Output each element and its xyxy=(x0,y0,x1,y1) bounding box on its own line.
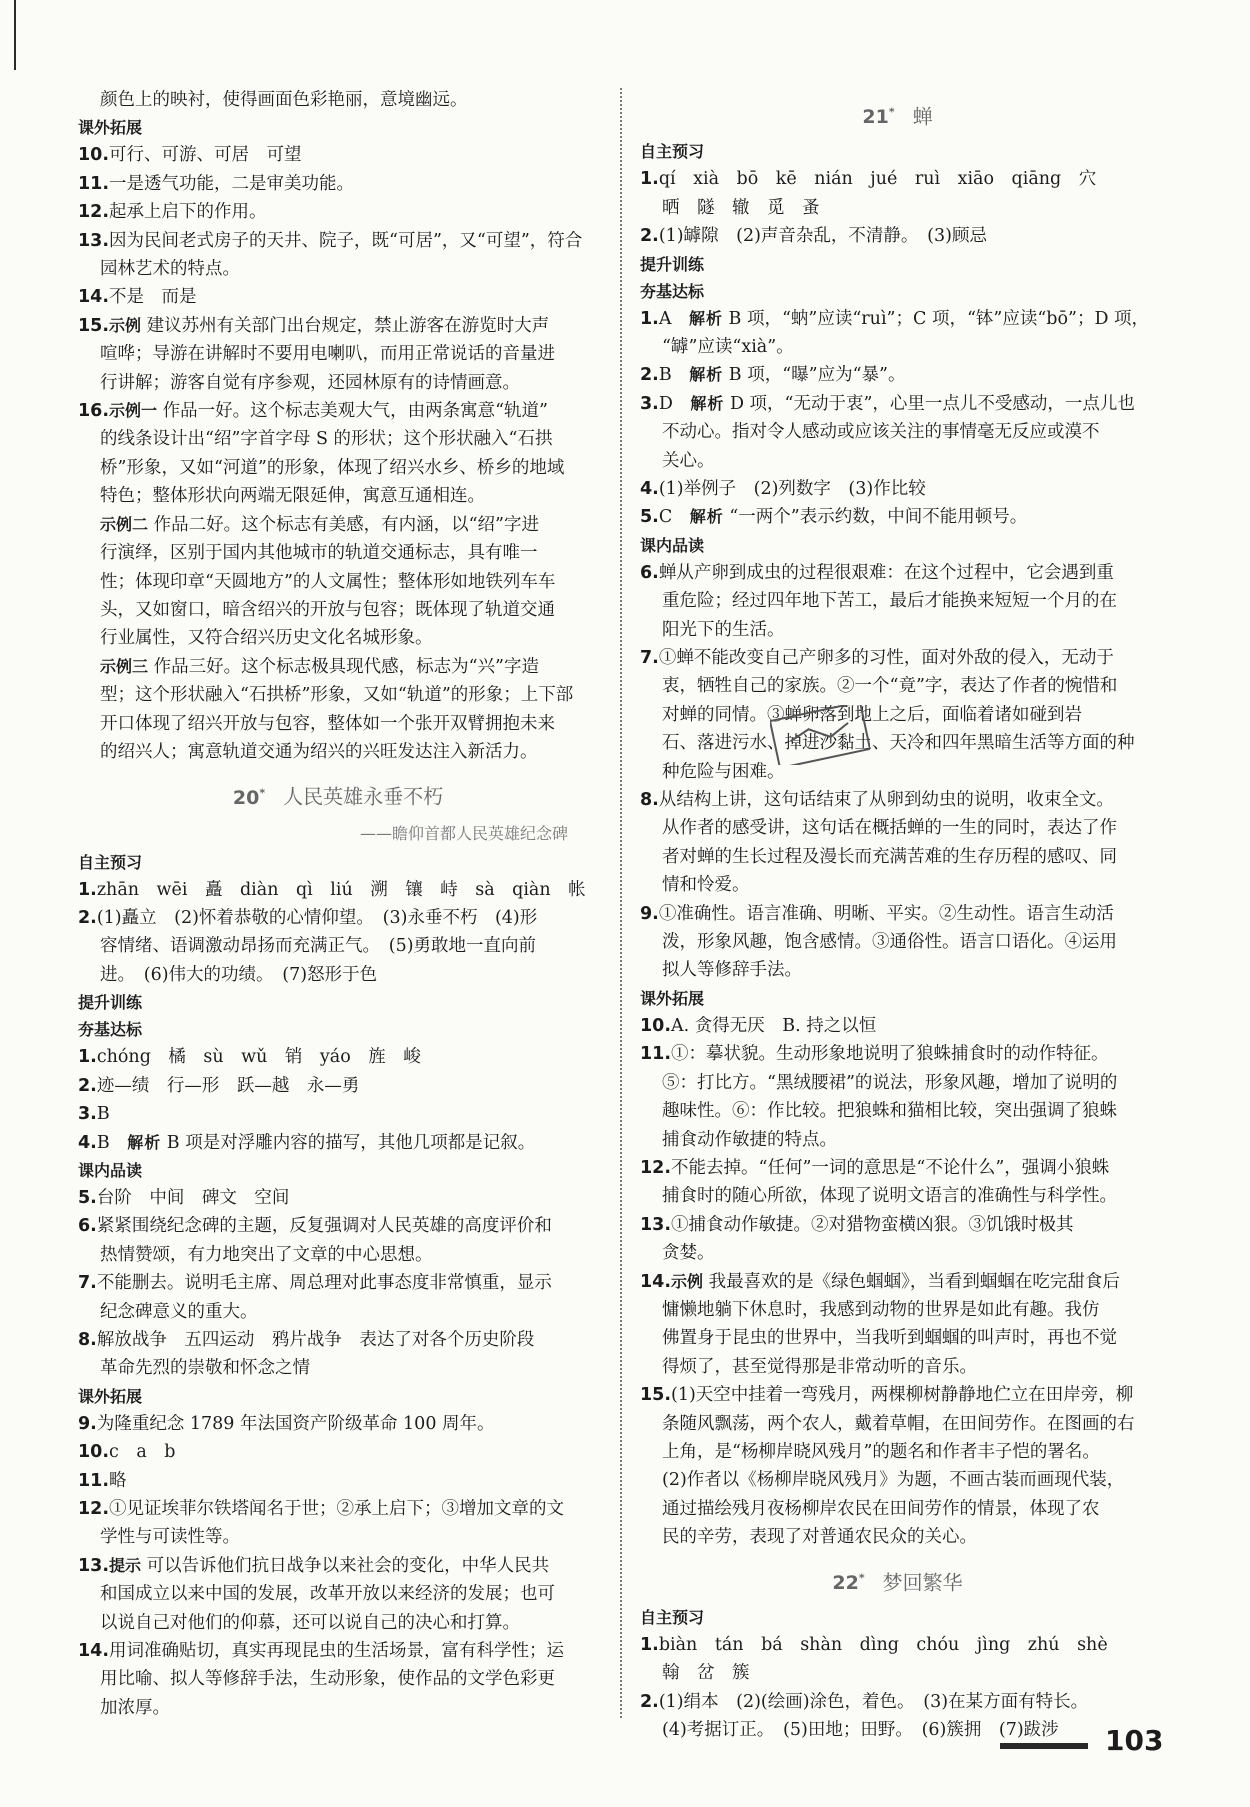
section-heading: 夯基达标 xyxy=(78,1020,143,1040)
answer-line xyxy=(78,738,598,766)
answer-line xyxy=(640,701,1155,729)
answer-text: 以说自己对他们的仰慕，还可以说自己的决心和打算。 xyxy=(100,1612,520,1633)
answer-text: 泼，形象风趣，饱含感情。③通俗性。语言口语化。④运用 xyxy=(662,932,1117,953)
item-number: 14. xyxy=(640,1271,672,1292)
answer-text: 容情绪、语调激动昂扬而充满正气。 (5)勇敢地一直向前 xyxy=(100,936,537,957)
answer-text: B xyxy=(96,1104,110,1125)
item-number: 5. xyxy=(78,1187,97,1208)
item-number: 12. xyxy=(78,1498,110,1519)
answer-text: 佛置身于昆虫的世界中，当我听到蝈蝈的叫声时，再也不觉 xyxy=(662,1328,1117,1349)
answer-line xyxy=(78,932,598,960)
item-number: 13. xyxy=(78,1555,110,1576)
answer-text: B xyxy=(96,1132,128,1153)
lesson-number: 20* xyxy=(232,786,266,809)
answer-line xyxy=(78,170,598,198)
answer-line xyxy=(640,1012,1155,1040)
answer-text: chóng 橘 sù wǔ 销 yáo 旌 峻 xyxy=(96,1047,421,1068)
answer-text: (4)考据订正。 (5)田地；田野。 (6)簇拥 (7)跋涉 xyxy=(662,1720,1059,1741)
answer-text: c a b xyxy=(109,1442,176,1463)
answer-text: 不能去掉。“任何”一词的意思是“不论什么”，强调小狼蛛 xyxy=(671,1157,1110,1178)
answer-line xyxy=(78,1438,598,1466)
answer-text: 起承上启下的作用。 xyxy=(109,202,267,223)
answer-text: ①：摹状貌。生动形象地说明了狼蛛捕食时的动作特征。 xyxy=(671,1044,1109,1065)
answer-text: 不动心。指对令人感动或应该关注的事情毫无反应或漠不 xyxy=(662,422,1100,443)
answer-text: 和国成立以来中国的发展，改革开放以来经济的发展；也可 xyxy=(100,1584,555,1605)
answer-text: (1)天空中挂着一弯残月，两棵柳树静静地伫立在田岸旁，柳 xyxy=(671,1385,1134,1406)
answer-line xyxy=(78,1580,598,1608)
answer-line xyxy=(640,222,1155,250)
answer-text: 园林艺术的特点。 xyxy=(100,259,240,280)
answer-line xyxy=(78,624,598,652)
answer-text: 特色；整体形状向两端无限延伸，寓意互通相连。 xyxy=(100,486,485,507)
item-number: 6. xyxy=(78,1216,97,1237)
answer-line xyxy=(640,1523,1155,1551)
answer-text: 得烦了，甚至觉得那是非常动听的音乐。 xyxy=(662,1356,977,1377)
answer-line xyxy=(640,418,1155,446)
lesson-title xyxy=(640,96,1155,134)
item-number: 9. xyxy=(78,1413,97,1434)
answer-line xyxy=(640,616,1155,644)
answer-text: (1)绢本 (2)(绘画)涂色，着色。 (3)在某方面有特长。 xyxy=(658,1691,1089,1712)
answer-text: 贪婪。 xyxy=(662,1243,715,1264)
answer-line xyxy=(640,1659,1155,1687)
item-number: 7. xyxy=(640,648,659,669)
answer-text: 桥”形象，又如“河道”的形象，体现了绍兴水乡、桥乡的地域 xyxy=(100,457,565,478)
answer-text: 从结构上讲，这句话结束了从卵到幼虫的说明，收束全文。 xyxy=(658,790,1114,811)
item-number: 1. xyxy=(640,1634,659,1655)
answer-text: 作品一好。这个标志美观大气，由两条寓意“轨道” xyxy=(162,401,548,422)
lesson-name: 梦回繁华 xyxy=(882,1569,963,1594)
answer-line xyxy=(78,1354,598,1382)
analysis-text: D 项，“无动于衷”，心里一点儿不受感动，一点儿也 xyxy=(724,393,1135,414)
answer-text: 不能删去。说明毛主席、周总理对此事态度非常慎重，显示 xyxy=(96,1273,552,1294)
item-number: 2. xyxy=(640,1691,659,1712)
answer-text: 紧紧围绕纪念碑的主题，反复强调对人民英雄的高度评价和 xyxy=(96,1216,552,1237)
lesson-number: 21* xyxy=(862,106,895,129)
item-number: 15. xyxy=(640,1385,672,1406)
answer-text: (1)罅隙 (2)声音杂乱，不清静。 (3)顾忌 xyxy=(658,226,987,247)
analysis-label: 解析 xyxy=(127,1132,162,1152)
answer-text: 晒 隧 辙 觅 蚤 xyxy=(662,197,820,218)
item-number: 5. xyxy=(640,507,659,528)
answer-line xyxy=(78,141,598,169)
answer-line xyxy=(78,710,598,738)
answer-text: 因为民间老式房子的天井、院子，既“可居”，又“可望”，符合 xyxy=(109,230,583,251)
lesson-title xyxy=(78,776,598,814)
answer-text: 重危险；经过四年地下苦工，最后才能换来短短一个月的在 xyxy=(662,591,1117,612)
answer-text: 颜色上的映衬，使得画面色彩艳丽，意境幽远。 xyxy=(100,90,468,110)
answer-text: 头，又如窗口，暗含绍兴的开放与包容；既体现了轨道交通 xyxy=(100,599,555,620)
item-number: 6. xyxy=(640,562,659,583)
answer-line xyxy=(640,587,1155,615)
answer-text: (2)作者以《杨柳岸晓风残月》为题，不画古装而画现代装， xyxy=(662,1470,1125,1491)
answer-line xyxy=(78,1326,598,1354)
answer-line xyxy=(640,194,1155,222)
item-number: 11. xyxy=(640,1044,672,1065)
answer-text: 为隆重纪念 1789 年法国资产阶级革命 100 周年。 xyxy=(96,1413,495,1434)
answer-text: 纪念碑意义的重大。 xyxy=(100,1301,258,1322)
answer-line xyxy=(78,369,598,397)
answer-text: 略 xyxy=(109,1470,127,1491)
answer-line xyxy=(640,871,1155,899)
item-number: 14. xyxy=(78,287,110,308)
answer-line xyxy=(78,198,598,226)
answer-text: (1)举例子 (2)列数字 (3)作比较 xyxy=(658,478,926,499)
lesson-name: 蝉 xyxy=(912,104,933,129)
answer-line xyxy=(78,312,598,340)
answer-line xyxy=(640,1716,1155,1744)
item-number: 1. xyxy=(78,879,97,900)
answer-text: 衷，牺牲自己的家族。②一个“竟”字，表达了作者的惋惜和 xyxy=(662,676,1118,697)
answer-line xyxy=(78,1694,598,1722)
answer-text: ⑤：打比方。“黑绒腰裙”的说法，形象风趣，增加了说明的 xyxy=(662,1072,1118,1093)
answer-line xyxy=(78,255,598,283)
answer-line xyxy=(640,1268,1155,1296)
section-heading: 课外拓展 xyxy=(78,1386,143,1406)
answer-line xyxy=(78,1241,598,1269)
answer-text: 捕食动作敏捷的特点。 xyxy=(662,1129,837,1150)
answer-text: 用词准确贴切，真实再现昆虫的生活场景，富有科学性；运 xyxy=(109,1641,565,1662)
answer-line xyxy=(78,511,598,539)
answer-line xyxy=(78,1609,598,1637)
answer-line xyxy=(640,758,1155,786)
answer-line xyxy=(78,1467,598,1495)
answer-text: 台阶 中间 碑文 空间 xyxy=(96,1187,290,1208)
answer-text: C xyxy=(658,507,690,528)
answer-line xyxy=(640,475,1155,503)
answer-text: 性；体现印章“天圆地方”的人文属性；整体形如地铁列车车 xyxy=(100,571,556,592)
answer-text: 学性与可读性等。 xyxy=(100,1527,240,1548)
item-number: 2. xyxy=(78,908,97,929)
answer-line xyxy=(640,1353,1155,1381)
lesson-number: 22* xyxy=(832,1571,865,1594)
column-divider xyxy=(620,88,622,1718)
answer-line xyxy=(78,1410,598,1438)
answer-text: 条随风飘荡，两个农人，戴着草帽，在田间劳作。在图画的右 xyxy=(662,1413,1135,1434)
answer-line xyxy=(78,482,598,510)
analysis-text: “一两个”表示约数，中间不能用顿号。 xyxy=(723,507,1028,528)
answer-line xyxy=(78,227,598,255)
answer-text: 行演绎，区别于国内其他城市的轨道交通标志，具有唯一 xyxy=(100,543,538,564)
section-heading: 自主预习 xyxy=(640,142,705,162)
lesson-title xyxy=(640,1562,1155,1600)
answer-line xyxy=(640,1495,1155,1523)
item-number: 14. xyxy=(78,1641,110,1662)
item-number: 10. xyxy=(640,1015,672,1036)
answer-text: ①蝉不能改变自己产卵多的习性，面对外敌的侵入，无动于 xyxy=(658,648,1114,669)
answer-line xyxy=(640,390,1155,418)
answer-line xyxy=(640,1126,1155,1154)
answer-line xyxy=(78,1269,598,1297)
item-number: 1. xyxy=(78,1047,97,1068)
answer-line xyxy=(640,786,1155,814)
answer-text: 革命先烈的崇敬和怀念之情 xyxy=(100,1358,310,1379)
answer-line xyxy=(640,361,1155,389)
answer-line xyxy=(78,340,598,368)
section-heading: 提升训练 xyxy=(640,254,705,274)
answer-text: 建议苏州有关部门出台规定，禁止游客在游览时大声 xyxy=(146,315,550,336)
answer-line xyxy=(78,397,598,425)
stamp-icon xyxy=(770,705,870,765)
page-edge-line xyxy=(14,0,16,70)
answer-text: 拟人等修辞手法。 xyxy=(662,960,802,981)
item-number: 2. xyxy=(640,365,659,386)
answer-text: ①捕食动作敏捷。②对猎物蛮横凶狠。③饥饿时极其 xyxy=(671,1214,1074,1235)
section-heading: 提升训练 xyxy=(78,993,143,1013)
analysis-label: 解析 xyxy=(690,393,725,413)
item-number: 11. xyxy=(78,173,110,194)
answer-line xyxy=(640,447,1155,475)
answer-line xyxy=(640,1211,1155,1239)
answer-line xyxy=(78,1523,598,1551)
answer-text: 捕食时的随心所欲，体现了说明文语言的准确性与科学性。 xyxy=(662,1186,1117,1207)
item-number: 16. xyxy=(78,401,110,422)
item-number: 10. xyxy=(78,1442,110,1463)
lesson-subtitle: ——瞻仰首都人民英雄纪念碑 xyxy=(359,823,568,843)
item-number: 7. xyxy=(78,1273,97,1294)
footer-bar xyxy=(1000,1743,1088,1749)
answer-text: 型；这个形状融入“石拱桥”形象，又如“轨道”的形象；上下部 xyxy=(100,685,574,706)
section-heading: 夯基达标 xyxy=(640,281,705,301)
item-number: 13. xyxy=(640,1214,672,1235)
answer-line xyxy=(78,539,598,567)
answer-text: 我最喜欢的是《绿色蝈蝈》，当看到蝈蝈在吃完甜食后 xyxy=(708,1271,1120,1292)
section-heading: 自主预习 xyxy=(640,1607,705,1627)
answer-text: 喧哗；导游在讲解时不要用电喇叭，而用正常说话的音量进 xyxy=(100,344,555,365)
answer-text: 开口体现了绍兴开放与包容，整体如一个张开双臂拥抱未来 xyxy=(100,713,555,734)
section-heading: 自主预习 xyxy=(78,852,143,872)
item-number: 3. xyxy=(640,393,659,414)
answer-line xyxy=(640,1296,1155,1324)
answer-line xyxy=(78,653,598,681)
answer-line xyxy=(78,1072,598,1100)
item-number: 9. xyxy=(640,903,659,924)
answer-line xyxy=(78,1184,598,1212)
analysis-text: B 项，“蚋”应读“ruì”；C 项，“钵”应读“bō”；D 项， xyxy=(722,308,1150,329)
item-number: 8. xyxy=(78,1329,97,1350)
answer-text: zhān wēi 矗 diàn qì liú 溯 镶 峙 sà qiàn 帐 xyxy=(96,879,586,900)
answer-line xyxy=(78,961,598,989)
answer-line xyxy=(78,1298,598,1326)
answer-text: 用比喻、拟人等修辞手法，生动形象，使作品的文学色彩更 xyxy=(100,1669,555,1690)
answer-line xyxy=(640,814,1155,842)
answer-text: 可以告诉他们抗日战争以来社会的变化，中华人民共 xyxy=(146,1555,550,1576)
answer-text: 通过描绘残月夜杨柳岸农民在田间劳作的情景，体现了农 xyxy=(662,1498,1100,1519)
answer-text: D xyxy=(658,393,691,414)
answer-text: biàn tán bá shàn dìng chóu jìng zhú shè xyxy=(658,1634,1108,1655)
analysis-text: B 项，“曝”应为“暴”。 xyxy=(723,365,906,386)
answer-line xyxy=(640,1154,1155,1182)
item-number: 11. xyxy=(78,1470,110,1491)
answer-line xyxy=(640,1239,1155,1267)
item-number: 10. xyxy=(78,145,110,166)
section-heading: 课外拓展 xyxy=(640,988,705,1008)
answer-text: 阳光下的生活。 xyxy=(662,619,785,640)
item-number: 8. xyxy=(640,790,659,811)
answer-line xyxy=(640,843,1155,871)
answer-line xyxy=(78,1100,598,1128)
answer-text: 上角，是“杨柳岸晓风残月”的题名和作者丰子恺的署名。 xyxy=(662,1441,1100,1462)
answer-text: 种危险与困难。 xyxy=(662,761,785,782)
answer-text: 行业属性，又符合绍兴历史文化名城形象。 xyxy=(100,628,433,649)
answer-text: 一是透气功能，二是审美功能。 xyxy=(109,173,355,194)
answer-text: 趣味性。⑥：作比较。把狼蛛和猫相比较，突出强调了狼蛛 xyxy=(662,1101,1117,1122)
lesson-name: 人民英雄永垂不朽 xyxy=(283,784,444,809)
answer-line xyxy=(78,283,598,311)
answer-line xyxy=(78,1665,598,1693)
answer-text: 从作者的感受讲，这句话在概括蝉的一生的同时，表达了作 xyxy=(662,818,1117,839)
answer-text: qí xià bō kē nián jué ruì xiāo qiāng 穴 xyxy=(658,169,1097,190)
answer-line xyxy=(640,1688,1155,1716)
section-heading: 课内品读 xyxy=(640,535,705,555)
item-number: 2. xyxy=(640,226,659,247)
answer-text: 加浓厚。 xyxy=(100,1697,170,1718)
answer-line xyxy=(640,1381,1155,1409)
answer-line xyxy=(78,454,598,482)
answer-line xyxy=(640,559,1155,587)
answer-text: 行讲解；游客自觉有序参观，还园林原有的诗情画意。 xyxy=(100,372,520,393)
keyword-label: 提示 xyxy=(109,1555,147,1575)
answer-text: 翰 岔 簇 xyxy=(662,1663,750,1684)
answer-text: 蝉从产卵到成虫的过程很艰难：在这个过程中，它会遇到重 xyxy=(658,562,1114,583)
answer-text: 石、落进污水、掉进沙黏土、天冷和四年黑暗生活等方面的种 xyxy=(662,733,1135,754)
answer-text: 的绍兴人；寓意轨道交通为绍兴的兴旺发达注入新活力。 xyxy=(100,741,538,762)
section-heading: 课内品读 xyxy=(78,1160,143,1180)
answer-line xyxy=(640,1466,1155,1494)
left-column xyxy=(78,86,598,1722)
answer-line xyxy=(640,305,1155,333)
answer-line xyxy=(640,503,1155,531)
answer-line xyxy=(78,596,598,624)
analysis-label: 解析 xyxy=(689,365,724,385)
keyword-label: 示例 xyxy=(109,315,147,335)
answer-text: (1)矗立 (2)怀着恭敬的心情仰望。 (3)永垂不朽 (4)形 xyxy=(96,908,538,929)
answer-text: 慵懒地躺下休息时，我感到动物的世界是如此有趣。我仿 xyxy=(662,1299,1100,1320)
item-number: 4. xyxy=(640,478,659,499)
item-number: 3. xyxy=(78,1104,97,1125)
answer-text: 民的辛劳，表现了对普通农民众的关心。 xyxy=(662,1527,977,1548)
answer-line xyxy=(640,1182,1155,1210)
answer-line xyxy=(640,1097,1155,1125)
answer-text: 关心。 xyxy=(662,450,715,471)
answer-text: 可行、可游、可居 可望 xyxy=(109,145,302,166)
answer-line xyxy=(640,900,1155,928)
answer-line xyxy=(640,729,1155,757)
analysis-text: B 项是对浮雕内容的描写，其他几项都是记叙。 xyxy=(161,1132,536,1153)
answer-text: 进。 (6)伟大的功绩。 (7)怒形于色 xyxy=(100,964,378,985)
answer-text: 不是 而是 xyxy=(109,287,197,308)
answer-line xyxy=(78,1552,598,1580)
item-number: 2. xyxy=(78,1075,97,1096)
answer-line xyxy=(78,681,598,709)
answer-line xyxy=(78,1637,598,1665)
answer-line xyxy=(78,568,598,596)
answer-text: 者对蝉的生长过程及漫长而充满苦难的生存历程的感叹、同 xyxy=(662,846,1117,867)
answer-line xyxy=(640,672,1155,700)
answer-line xyxy=(640,1324,1155,1352)
answer-line xyxy=(78,86,598,114)
answer-line xyxy=(640,1631,1155,1659)
page-number: 103 xyxy=(1105,1724,1164,1757)
answer-line xyxy=(640,1040,1155,1068)
item-number: 13. xyxy=(78,230,110,251)
answer-text: 热情赞颂，有力地突出了文章的中心思想。 xyxy=(100,1244,433,1265)
answer-text: 对蝉的同情。③蝉卵落到地上之后，面临着诸如碰到岩 xyxy=(662,704,1082,725)
answer-text: A xyxy=(658,308,689,329)
answer-line xyxy=(78,425,598,453)
answer-text: B xyxy=(658,365,690,386)
item-number: 15. xyxy=(78,315,110,336)
answer-text: ①准确性。语言准确、明晰、平实。②生动性。语言生动活 xyxy=(658,903,1114,924)
answer-text: 迹—绩 行—形 跃—越 永—勇 xyxy=(96,1075,360,1096)
answer-text: 作品二好。这个标志有美感，有内涵，以“绍”字进 xyxy=(153,514,539,535)
answer-text: 解放战争 五四运动 鸦片战争 表达了对各个历史阶段 xyxy=(96,1329,535,1350)
item-number: 1. xyxy=(640,169,659,190)
answer-line xyxy=(640,1410,1155,1438)
answer-line xyxy=(78,904,598,932)
analysis-label: 解析 xyxy=(689,507,724,527)
answer-line xyxy=(640,333,1155,361)
answer-line xyxy=(78,1043,598,1071)
keyword-label: 示例 xyxy=(671,1271,709,1291)
item-number: 4. xyxy=(78,1132,97,1153)
item-number: 1. xyxy=(640,308,659,329)
item-number: 12. xyxy=(640,1157,672,1178)
section-heading: 课外拓展 xyxy=(78,118,143,138)
keyword-label: 示例二 xyxy=(100,514,154,534)
answer-text: ①见证埃菲尔铁塔闻名于世；②承上启下；③增加文章的文 xyxy=(109,1498,565,1519)
answer-text: “罅”应读“xià”。 xyxy=(662,336,794,357)
answer-line xyxy=(640,1069,1155,1097)
answer-line xyxy=(78,1495,598,1523)
answer-line xyxy=(78,1129,598,1157)
answer-text: 情和怜爱。 xyxy=(662,875,750,896)
item-number: 12. xyxy=(78,202,110,223)
answer-line xyxy=(640,1438,1155,1466)
keyword-label: 示例三 xyxy=(100,656,154,676)
answer-line xyxy=(78,1212,598,1240)
answer-line xyxy=(78,876,598,904)
answer-text: 的线条设计出“绍”字首字母 S 的形状；这个形状融入“石拱 xyxy=(100,429,553,450)
right-column xyxy=(640,86,1155,1745)
analysis-label: 解析 xyxy=(688,308,723,328)
answer-line xyxy=(640,928,1155,956)
answer-line xyxy=(640,644,1155,672)
answer-text: 作品三好。这个标志极具现代感，标志为“兴”字造 xyxy=(153,656,539,677)
answer-line xyxy=(640,956,1155,984)
answer-text: A. 贪得无厌 B. 持之以恒 xyxy=(671,1015,877,1036)
keyword-label: 示例一 xyxy=(109,401,163,421)
answer-line xyxy=(640,165,1155,193)
